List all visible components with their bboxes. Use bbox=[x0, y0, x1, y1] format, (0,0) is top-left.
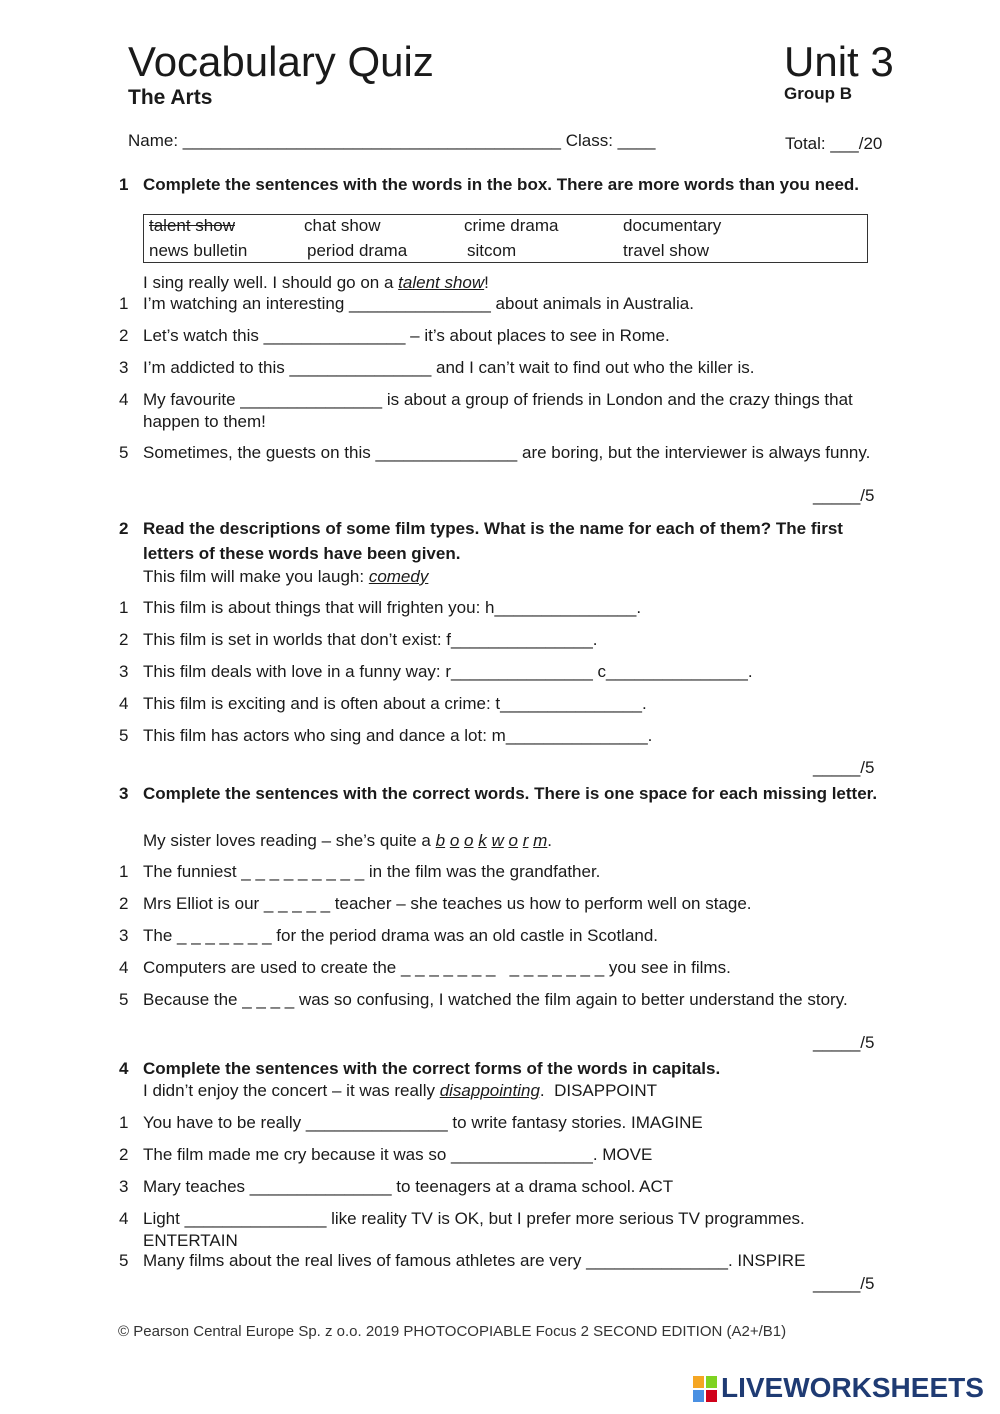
q4-item-number: 4 bbox=[119, 1209, 129, 1228]
quiz-subtitle: The Arts bbox=[128, 86, 213, 109]
q2-item-text: This film is about things that will frighten you: h_______________. bbox=[143, 598, 642, 617]
q3-item-text: Computers are used to create the _ _ _ _ _ _ _ _ _ _ _ _ _ _ you see in films. bbox=[143, 958, 731, 977]
q4-example bbox=[143, 1080, 657, 1102]
q3-item-text: The _ _ _ _ _ _ _ for the period drama was an old castle in Scotland. bbox=[143, 926, 659, 945]
word-box-item: crime drama bbox=[464, 216, 559, 235]
q3-example-letter: o bbox=[449, 831, 460, 850]
q2-item-text: This film has actors who sing and dance a lot: m_______________. bbox=[143, 726, 653, 745]
q1-item-text: Let’s watch this _______________ – it’s about places to see in Rome. bbox=[143, 326, 670, 345]
q2-item-text: This film is exciting and is often about a crime: t_______________. bbox=[143, 694, 647, 713]
logo-icon bbox=[693, 1376, 717, 1402]
q3-example-letter: b bbox=[435, 831, 446, 850]
word-box-item: news bulletin bbox=[149, 241, 248, 260]
q3-example-letter: o bbox=[508, 831, 518, 850]
q1-item-number: 3 bbox=[119, 358, 129, 377]
q3-example-letter: o bbox=[464, 831, 474, 850]
q1-example bbox=[143, 272, 489, 294]
q3-item-text: The funniest _ _ _ _ _ _ _ _ _ in the film was the grandfather. bbox=[143, 862, 601, 881]
q4-number: 4 bbox=[119, 1059, 129, 1078]
q3-example-text: My sister loves reading – she’s quite a bbox=[143, 831, 436, 850]
q3-number: 3 bbox=[119, 784, 129, 803]
name-class-line: Name: ________________________________________ Class: ____ bbox=[128, 131, 656, 150]
q1-item-text: I’m watching an interesting _______________ about animals in Australia. bbox=[143, 294, 694, 313]
q4-item-text: Many films about the real lives of famous athletes are very _______________. INSPIRE bbox=[143, 1251, 806, 1270]
unit-label: Unit 3 bbox=[784, 38, 894, 85]
word-box bbox=[143, 214, 868, 263]
q4-item-number: 3 bbox=[119, 1177, 129, 1196]
q2-number: 2 bbox=[119, 519, 129, 538]
q2-example-text: This film will make you laugh: bbox=[143, 567, 369, 586]
q4-item-number: 2 bbox=[119, 1145, 129, 1164]
q2-item-number: 4 bbox=[119, 694, 129, 713]
q3-example bbox=[143, 830, 552, 852]
q2-instruction: Read the descriptions of some film types. What is the name for each of them? The first letters of these words have been given. bbox=[143, 519, 843, 563]
word-box-item: documentary bbox=[623, 216, 722, 235]
q3-item-text: Because the _ _ _ _ was so confusing, I watched the film again to better understand the story. bbox=[143, 990, 848, 1009]
q1-example-text: I sing really well. I should go on a bbox=[143, 273, 399, 292]
q3-item-number: 1 bbox=[119, 862, 129, 881]
word-box-item: talent show bbox=[149, 216, 235, 235]
q1-instruction: Complete the sentences with the words in the box. There are more words than you need. bbox=[143, 175, 860, 194]
total-score: Total: ___/20 bbox=[785, 134, 883, 153]
q2-item-number: 3 bbox=[119, 662, 129, 681]
q4-score: _____/5 bbox=[813, 1274, 875, 1293]
q4-item-text: The film made me cry because it was so _______________. MOVE bbox=[143, 1145, 653, 1164]
q1-item-text: I’m addicted to this _______________ and I can’t wait to find out who the killer is. bbox=[143, 358, 755, 377]
q3-item-text: Mrs Elliot is our _ _ _ _ _ teacher – she teaches us how to perform well on stage. bbox=[143, 894, 752, 913]
q4-item-number: 5 bbox=[119, 1251, 129, 1270]
word-box-item: chat show bbox=[304, 216, 381, 235]
logo-text: LIVEWORKSHEETS bbox=[721, 1372, 984, 1403]
q2-example bbox=[143, 566, 428, 588]
logo-square bbox=[693, 1376, 704, 1388]
q2-item-number: 1 bbox=[119, 598, 129, 617]
copyright-footer: © Pearson Central Europe Sp. z o.o. 2019 PHOTOCOPIABLE Focus 2 SECOND EDITION (A2+/B1) bbox=[118, 1323, 787, 1340]
q1-item-number: 5 bbox=[119, 443, 129, 462]
q3-example-letter: r bbox=[522, 831, 529, 850]
q1-item-number: 2 bbox=[119, 326, 129, 345]
q2-item-number: 5 bbox=[119, 726, 129, 745]
q2-item-text: This film deals with love in a funny way: r_______________ c_______________. bbox=[143, 662, 753, 681]
q3-item-number: 4 bbox=[119, 958, 129, 977]
q1-example-end: ! bbox=[484, 273, 489, 292]
logo-square bbox=[706, 1376, 717, 1388]
q4-example-text: I didn’t enjoy the concert – it was really bbox=[143, 1081, 440, 1100]
word-box-item: travel show bbox=[623, 241, 709, 260]
q1-item-number: 4 bbox=[119, 390, 129, 409]
q4-item-text: Light _______________ like reality TV is OK, but I prefer more serious TV programmes. ENTERTAIN bbox=[143, 1209, 805, 1250]
q2-score: _____/5 bbox=[813, 758, 875, 777]
q4-example-end: . DISAPPOINT bbox=[539, 1081, 658, 1100]
word-box-item: sitcom bbox=[467, 241, 517, 260]
q1-item-text: Sometimes, the guests on this _______________ are boring, but the interviewer is always funny. bbox=[143, 443, 871, 462]
group-label: Group B bbox=[784, 84, 852, 103]
q1-item-text: My favourite _______________ is about a group of friends in London and the crazy things that happen to them! bbox=[143, 390, 853, 431]
q3-example-end: . bbox=[547, 831, 552, 850]
q2-item-number: 2 bbox=[119, 630, 129, 649]
q4-item-text: You have to be really _______________ to write fantasy stories. IMAGINE bbox=[143, 1113, 703, 1132]
logo-square bbox=[693, 1390, 704, 1402]
q1-number: 1 bbox=[119, 175, 129, 194]
word-box-item: period drama bbox=[307, 241, 408, 260]
q3-item-number: 3 bbox=[119, 926, 129, 945]
q3-instruction: Complete the sentences with the correct words. There is one space for each missing letter. bbox=[143, 784, 878, 803]
q2-item-text: This film is set in worlds that don’t exist: f_______________. bbox=[143, 630, 598, 649]
q3-example-letter: k bbox=[478, 831, 487, 850]
q1-example-answer: talent show bbox=[398, 273, 485, 292]
q1-item-number: 1 bbox=[119, 294, 129, 313]
q4-item-number: 1 bbox=[119, 1113, 129, 1132]
q3-example-letter: m bbox=[533, 831, 548, 850]
q3-score: _____/5 bbox=[813, 1033, 875, 1052]
q4-instruction: Complete the sentences with the correct forms of the words in capitals. bbox=[143, 1059, 721, 1078]
q3-item-number: 5 bbox=[119, 990, 129, 1009]
q4-example-answer: disappointing bbox=[439, 1081, 540, 1100]
q2-example-answer: comedy bbox=[368, 567, 429, 586]
q3-item-number: 2 bbox=[119, 894, 129, 913]
q3-example-letter: w bbox=[491, 831, 504, 850]
q1-score: _____/5 bbox=[813, 486, 875, 505]
logo-square bbox=[706, 1390, 717, 1402]
q4-item-text: Mary teaches _______________ to teenagers at a drama school. ACT bbox=[143, 1177, 674, 1196]
quiz-title: Vocabulary Quiz bbox=[128, 38, 434, 85]
